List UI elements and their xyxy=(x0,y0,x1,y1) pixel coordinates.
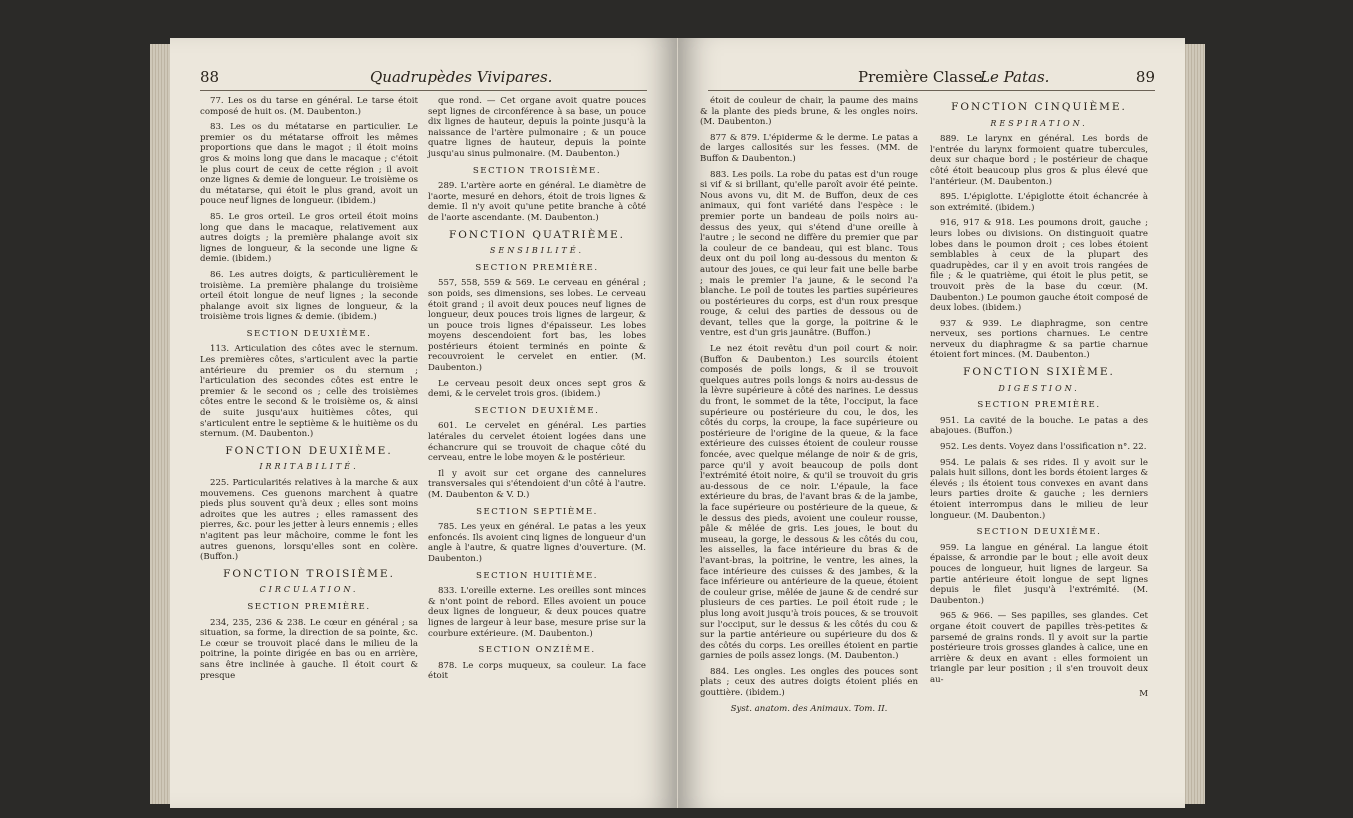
paragraph: Il y avoit sur cet organe des cannelures transversales qui s'étendoient d'un côté à l'autre. (M. Daubenton & V. D.) xyxy=(428,468,646,500)
left-header-rule xyxy=(200,90,647,91)
paragraph: 234, 235, 236 & 238. Le cœur en général ; sa situation, sa forme, la direction de sa pointe, &c. Le cœur se trouvoit placé dans le milieu de la poitrine, la pointe dirigée en bas ou en arrière, sans être inclinée à gauche. Il étoit court & presque xyxy=(200,617,418,681)
paragraph: 889. Le larynx en général. Les bords de l'entrée du larynx formoient quatre tubercules, deux sur chaque bord ; le postérieur de chaque côté étoit beaucoup plus gros & plus élevé que l'antérieur. (M. Daubenton.) xyxy=(930,134,1148,187)
paragraph: 952. Les dents. Voyez dans l'ossification n°. 22. xyxy=(940,442,1147,453)
open-book xyxy=(170,38,1185,808)
paragraph: 289. L'artère aorte en général. Le diamètre de l'aorte, mesuré en dehors, étoit de trois lignes & demie. Il n'y avoit qu'une petite branche à côté de l'aorte ascendante. (M. Daubenton.) xyxy=(428,181,646,223)
paragraph: étoit de couleur de chair, la paume des mains & la plante des pieds brune, & les ongles noirs. (M. Daubenton.) xyxy=(700,96,918,128)
paragraph: 959. La langue en général. La langue étoit épaisse, & arrondie par le bout ; elle avoit deux pouces de longueur, huit lignes de largeur. Sa partie antérieure étoit longue de sept lignes depuis le filet jusqu'à l'extrémité. (M. Daubenton.) xyxy=(930,542,1148,606)
paragraph: 225. Particularités relatives à la marche & aux mouvemens. Ces guenons marchent à quatre pieds plus souvent qu'à deux ; elles sont moins adroites que les autres ; elles ramassent des pierres, &c. pour les jetter à leurs ennemis ; elles n'agitent pas leur mâchoire, comme le font les autres guenons, lorsqu'elles sont en colère. (Buffon.) xyxy=(200,478,418,563)
section-heading: SECTION DEUXIÈME. xyxy=(976,527,1102,538)
section-heading: SECTION PREMIÈRE. xyxy=(247,601,371,612)
paragraph: 113. Articulation des côtes avec le sternum. Les premières côtes, s'articulent avec la partie antérieure du premier os du sternum ; l'articulation des secondes côtes est entre le premier & le second os ; celle des troisièmes côtes entre le second & le troisième os, & ainsi de suite jusqu'aux huitièmes côtes, qui s'articulent entre le septième & le huitième os du sternum. (M. Daubenton.) xyxy=(200,344,418,440)
left-header xyxy=(200,68,647,88)
paragraph: 954. Le palais & ses rides. Il y avoit sur le palais huit sillons, dont les bords étoient larges & élevés ; ils étoient tous convexes en avant dans leurs parties droite & gauche ; les derniers étoient interrompus dans le milieu de leur longueur. (M. Daubenton.) xyxy=(930,457,1148,521)
right-page-number: 89 xyxy=(1135,68,1155,86)
section-heading: IRRITABILITÉ. xyxy=(259,462,359,472)
section-heading: SECTION ONZIÈME. xyxy=(478,645,596,656)
paragraph: Le cerveau pesoit deux onces sept gros & demi, & le cervelet trois gros. (ibidem.) xyxy=(428,378,646,400)
paragraph: Le nez étoit revêtu d'un poil court & noir. (Buffon & Daubenton.) Les sourcils étoient composés de poils longs, & il se trouvoit quelques autres poils longs & noirs au-dessus de la lèvre supérieure à côté des narines. Le dessus du front, le sommet de la tête, l'occiput, la face supérieure ou postérieure du cou, le dos, les côtés du corps, la croupe, la face supérieure ou postérieure de l'origine de la queue, & la face extérieure des cuisses étoient de couleur rousse foncée, avec quelque mélange de noir & de gris, parce qu'il y avoit beaucoup de poils dont l'extrémité étoit noire, & qu'il se trouvoit du gris au-dessous de ce noir. L'épaule, la face extérieure du bras, de l'avant bras & de la jambe, la face supérieure ou postérieure de la queue, & le dessus des pieds, avoient une couleur rousse, pâle & mêlée de gris. Les joues, le bout du museau, la gorge, le dessous & les côtés du cou, les aisselles, la face intérieure du bras & de l'avant-bras, la poitrine, le ventre, les aines, la face intérieure des cuisses & des jambes, & la face inférieure ou antérieure de la queue, étoient de couleur grise, mêlée de jaune & de cendré sur plusieurs de ces parties. Le poil étoit rude ; le plus long avoit jusqu'à trois pouces, & se trouvoit sur l'occiput, sur le dessus & les côtés du cou & sur la partie antérieure ou supérieure du dos & des côtés du corps. Les oreilles étoient en partie garnies de poils assez longs. (M. Daubenton.) xyxy=(700,344,918,662)
right-header-rule xyxy=(708,90,1155,91)
paragraph: M xyxy=(1139,688,1148,699)
paragraph: 877 & 879. L'épiderme & le derme. Le patas a de larges callosités sur les fesses. (MM. de Buffon & Daubenton.) xyxy=(700,132,918,164)
left-running-title: Quadrupèdes Vivipares. xyxy=(370,68,553,86)
paragraph: 951. La cavité de la bouche. Le patas a des abajoues. (Buffon.) xyxy=(930,415,1148,437)
paragraph: 785. Les yeux en général. Le patas a les yeux enfoncés. Ils avoient cinq lignes de longueur d'un angle à l'autre, & quatre lignes d'ouverture. (M. Daubenton.) xyxy=(428,522,646,564)
paragraph: 83. Les os du métatarse en particulier. Le premier os du métatarse offroit les mêmes proportions que dans le magot ; il étoit moins gros & moins long que dans le macaque ; c'étoit le plus court de ceux de cette région ; il avoit onze lignes & demie de longueur. Le troisième os du métatarse, qui étoit le plus grand, avoit un pouce neuf lignes de longueur. (ibidem.) xyxy=(200,122,418,207)
section-heading: SECTION SEPTIÈME. xyxy=(476,506,598,517)
right-running-title-b: Le Patas. xyxy=(980,68,1050,86)
left-page xyxy=(170,38,677,808)
section-heading: SENSIBILITÉ. xyxy=(489,246,585,256)
page-edges-right xyxy=(1183,44,1205,804)
section-heading: FONCTION CINQUIÈME. xyxy=(951,101,1127,113)
section-heading: SECTION HUITIÈME. xyxy=(476,570,598,581)
paragraph: 916, 917 & 918. Les poumons droit, gauche ; leurs lobes ou divisions. On distinguoit quatre lobes dans le poumon droit ; ces lobes étoient semblables à ceux de la plupart des quadrupèdes, car il y en avoit trois rangées de file ; & le quatrième, qui étoit le plus petit, se trouvoit près de la base du cœur. (M. Daubenton.) Le poumon gauche étoit composé de deux lobes. (ibidem.) xyxy=(930,218,1148,314)
paragraph: 557, 558, 559 & 569. Le cerveau en général ; son poids, ses dimensions, ses lobes. Le cerveau étoit grand ; il avoit deux pouces neuf lignes de longueur, deux pouces trois lignes de largeur, & un pouce trois lignes d'épaisseur. Les lobes moyens descendoient fort bas, les lobes postérieurs étoient terminés en pointe & recouvroient le cervelet en entier. (M. Daubenton.) xyxy=(428,278,646,374)
section-heading: DIGESTION. xyxy=(998,383,1080,393)
right-running-title-a: Première Classe. xyxy=(858,68,988,86)
left-page-number: 88 xyxy=(200,68,220,86)
section-heading: CIRCULATION. xyxy=(259,585,359,595)
section-heading: FONCTION TROISIÈME. xyxy=(223,567,395,580)
section-heading: SECTION TROISIÈME. xyxy=(472,165,602,176)
paragraph: que rond. — Cet organe avoit quatre pouces sept lignes de circonférence à sa base, un pouce dix lignes de hauteur, depuis la pointe jusqu'à la naissance de l'artère pulmonaire ; & un pouce quatre lignes de hauteur, depuis la pointe jusqu'au sinus pulmonaire. (M. Daubenton.) xyxy=(428,96,646,159)
paragraph: 77. Les os du tarse en général. Le tarse étoit composé de huit os. (M. Daubenton.) xyxy=(200,96,418,117)
left-column-2 xyxy=(428,96,646,687)
left-column-1 xyxy=(200,96,418,686)
page-edges-left xyxy=(150,44,172,804)
paragraph: 833. L'oreille externe. Les oreilles sont minces & n'ont point de rebord. Elles avoient un pouce deux lignes de longueur, & deux pouces quatre lignes de largeur à leur base, mesure prise sur la courbure extérieure. (M. Daubenton.) xyxy=(428,586,646,639)
section-heading: FONCTION QUATRIÈME. xyxy=(448,228,626,241)
section-heading: FONCTION SIXIÈME. xyxy=(963,366,1115,379)
paragraph: 937 & 939. Le diaphragme, son centre nerveux, ses portions charnues. Le centre nerveux du diaphragme & sa partie charnue étoient fort minces. (M. Daubenton.) xyxy=(930,318,1148,361)
paragraph: 884. Les ongles. Les ongles des pouces sont plats ; ceux des autres doigts étoient pliés en gouttière. (ibidem.) xyxy=(700,666,918,699)
paragraph: 601. Le cervelet en général. Les parties latérales du cervelet étoient logées dans une échancrure qui se trouvoit de chaque côté du cerveau, entre le lobe moyen & le postérieur. xyxy=(428,421,646,464)
section-heading: SECTION PREMIÈRE. xyxy=(977,400,1101,411)
paragraph: 878. Le corps muqueux, sa couleur. La face étoit xyxy=(428,660,646,682)
paragraph: 895. L'épiglotte. L'épiglotte étoit échancrée à son extrémité. (ibidem.) xyxy=(930,192,1148,213)
section-heading: RESPIRATION. xyxy=(990,118,1088,128)
section-heading: SECTION DEUXIÈME. xyxy=(474,405,600,416)
footer-signature: Syst. anatom. des Animaux. Tom. II. xyxy=(730,703,888,714)
section-heading: SECTION DEUXIÈME. xyxy=(246,328,372,339)
paragraph: 85. Le gros orteil. Le gros orteil étoit moins long que dans le macaque, relativement aux autres doigts ; la première phalange avoit six lignes de longueur, & la seconde une ligne & demie. (ibidem.) xyxy=(200,211,418,265)
section-heading: SECTION PREMIÈRE. xyxy=(475,262,599,273)
right-page xyxy=(678,38,1185,808)
paragraph: 965 & 966. — Ses papilles, ses glandes. Cet organe étoit couvert de papilles très-petites & parsemé de grains ronds. Il y avoit sur la partie postérieure trois grosses glandes à calice, une en arrière & deux en avant : elles formoient un triangle par leur position ; il s'en trouvoit deux au- xyxy=(930,611,1148,685)
right-column-2 xyxy=(930,96,1148,704)
right-header xyxy=(708,68,1155,88)
paragraph: 883. Les poils. La robe du patas est d'un rouge si vif & si brillant, qu'elle paroît avoir été peinte. Nous avons vu, dit M. de Buffon, deux de ces animaux, qui font variété dans l'espèce : le premier porte un bandeau de poils noirs au-dessus des yeux, qui s'étend d'une oreille à l'autre ; le second ne diffère du premier que par la couleur de ce bandeau, qui est blanc. Tous deux ont du poil long au-dessous du menton & autour des joues, ce qui leur fait une belle barbe ; mais le premier l'a jaune, & le second l'a blanche. Le poil de toutes les parties supérieures ou postérieures du corps, est d'un roux presque rouge, & celui des parties de dessous ou de devant, telles que la gorge, la poitrine & le ventre, est d'un gris jaunâtre. (Buffon.) xyxy=(700,169,918,339)
right-column-1 xyxy=(700,96,918,719)
paragraph: 86. Les autres doigts, & particulièrement le troisième. La première phalange du troisième orteil étoit longue de neuf lignes ; la seconde phalange avoit six lignes de longueur, & la troisième trois lignes & demie. (ibidem.) xyxy=(200,269,418,323)
section-heading: FONCTION DEUXIÈME. xyxy=(225,444,393,457)
